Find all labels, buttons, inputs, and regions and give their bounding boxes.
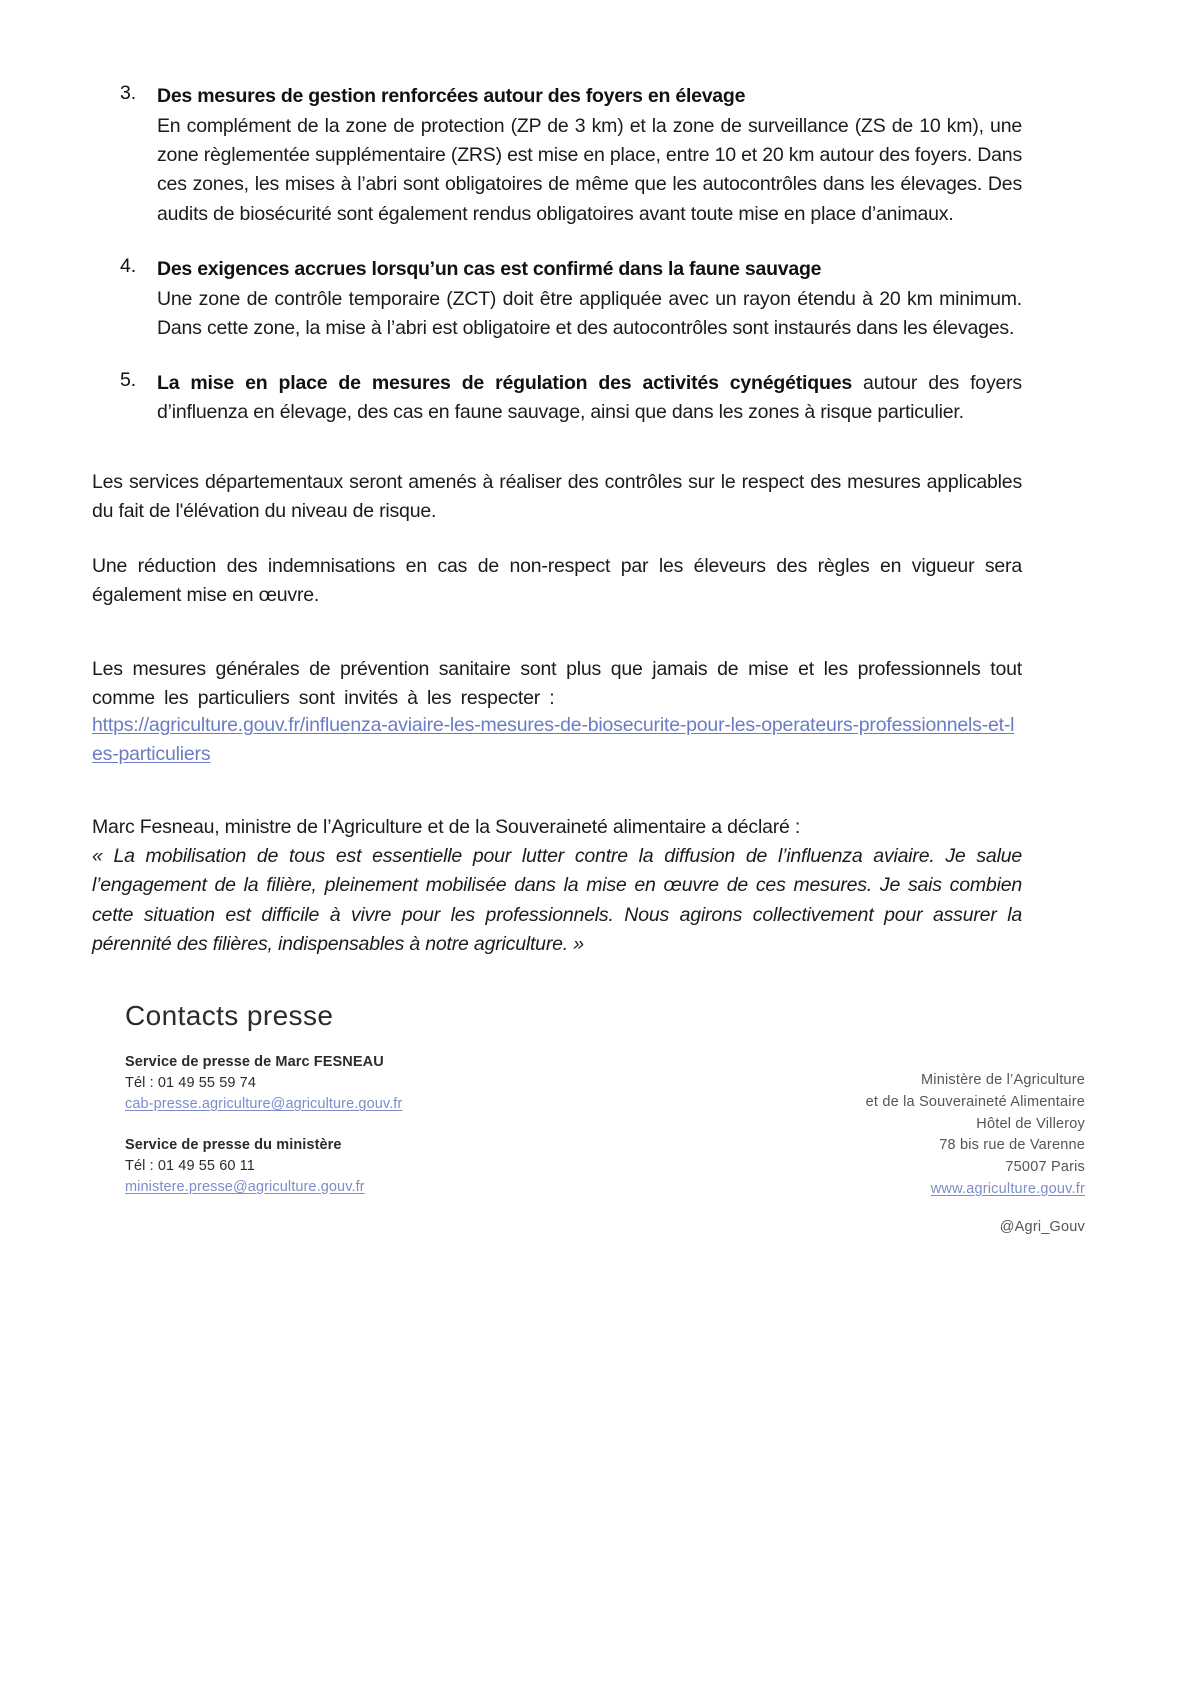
ministry-social-handle: @Agri_Gouv xyxy=(999,1218,1085,1235)
measure-item-5 xyxy=(92,369,1022,428)
spacer-after-list xyxy=(92,454,1022,468)
address-line-1: Ministère de l’Agriculture xyxy=(921,1072,1085,1088)
contact-name-ministere: Service de presse du ministère xyxy=(125,1137,342,1154)
address-line-4: 78 bis rue de Varenne xyxy=(939,1137,1085,1154)
biosecurity-link[interactable]: https://agriculture.gouv.fr/influenza-aviaire-les-mesures-de-biosecurite-pour-les-operateurs-professionnels-et-les-particuliers xyxy=(92,714,1015,766)
spacer-before-quote xyxy=(92,769,1022,813)
spacer-before-prevention xyxy=(92,637,1022,655)
quote-intro: Marc Fesneau, ministre de l’Agriculture et de la Souveraineté alimentaire a déclaré : xyxy=(92,815,801,838)
contact-email-fesneau[interactable]: cab-presse.agriculture@agriculture.gouv.fr xyxy=(125,1096,403,1113)
contact-block-fesneau xyxy=(125,1052,555,1115)
contact-tel-fesneau: Tél : 01 49 55 59 74 xyxy=(125,1075,256,1092)
ministry-address-block xyxy=(755,1052,1085,1238)
measure-number-3: 3. xyxy=(120,82,137,104)
measure-body-4: Une zone de contrôle temporaire (ZCT) doit être appliquée avec un rayon étendu à 20 km minimum. Dans cette zone, la mise à l’abri est obligatoire et des autocontrôles sont instaurés dans les élevages. xyxy=(157,287,1022,339)
measure-item-3 xyxy=(92,82,1022,229)
ministry-website-link[interactable]: www.agriculture.gouv.fr xyxy=(930,1180,1085,1197)
address-line-2: et de la Souveraineté Alimentaire xyxy=(865,1093,1085,1110)
contacts-title: Contacts presse xyxy=(125,1000,334,1031)
measure-number-5: 5. xyxy=(120,369,137,392)
document-body xyxy=(92,82,1022,959)
address-line-5: 75007 Paris xyxy=(1005,1159,1085,1175)
measure-heading-5: La mise en place de mesures de régulation des activités cynégétiques xyxy=(157,372,852,395)
measure-mixed-5 xyxy=(157,369,1022,428)
contacts-left-column xyxy=(125,1052,555,1218)
measure-body-5: autour des foyers d’influenza en élevage, des cas en faune sauvage, ainsi que dans les zones à risque particulier. xyxy=(157,372,1022,424)
measure-item-4 xyxy=(92,255,1022,343)
measure-body-3: En complément de la zone de protection (ZP de 3 km) et la zone de surveillance (ZS de 10 km), une zone règlementée supplémentaire (ZRS) est mise en place, entre 10 et 20 km autour des foyers. Dans ces zones, les mises à l’abri sont obligatoires de même que les autocontrôles dans les élevages. Des audits de biosécurité sont également rendus obligatoires avant toute mise en place d’animaux. xyxy=(157,114,1022,225)
contact-name-fesneau: Service de presse de Marc FESNEAU xyxy=(125,1054,384,1070)
contacts-row xyxy=(125,1052,1085,1238)
measure-number-4: 4. xyxy=(120,254,137,277)
contact-email-ministere[interactable]: ministere.presse@agriculture.gouv.fr xyxy=(125,1179,365,1196)
contact-block-ministere xyxy=(125,1135,555,1198)
paragraph-prevention: Les mesures générales de prévention sanitaire sont plus que jamais de mise et les professionnels tout comme les particuliers sont invités à les respecter : xyxy=(92,657,1022,709)
measure-heading-3: Des mesures de gestion renforcées autour des foyers en élevage xyxy=(157,85,746,107)
contact-tel-ministere: Tél : 01 49 55 60 11 xyxy=(125,1158,255,1175)
contacts-section xyxy=(125,1000,1085,1238)
paragraph-indemnisations: Une réduction des indemnisations en cas de non-respect par les éleveurs des règles en vigueur sera également mise en œuvre. xyxy=(92,555,1022,607)
measure-heading-4: Des exigences accrues lorsqu’un cas est confirmé dans la faune sauvage xyxy=(157,257,822,280)
address-line-3: Hôtel de Villeroy xyxy=(976,1115,1085,1132)
quote-text: « La mobilisation de tous est essentielle pour lutter contre la diffusion de l’influenza aviaire. Je salue l’engagement de la filière, pleinement mobilisée dans la mise en œuvre de ces mesures. Je sais combien cette situation est difficile à vivre pour les professionnels. Nous agirons collectivement pour assurer la pérennité des filières, indispensables à notre agriculture. » xyxy=(92,845,1022,955)
measures-list xyxy=(92,82,1022,428)
paragraph-controls: Les services départementaux seront amenés à réaliser des contrôles sur le respect des mesures applicables du fait de l'élévation du niveau de risque. xyxy=(92,470,1022,522)
